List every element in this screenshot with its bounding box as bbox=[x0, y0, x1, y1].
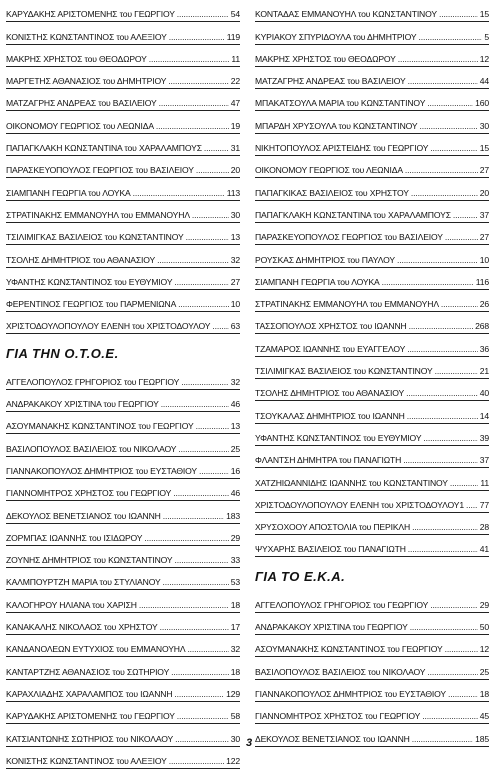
entry-count: 10 bbox=[479, 254, 489, 265]
entry-count: 13 bbox=[230, 232, 240, 243]
entry-name: ΚΑΡΑΧΛΙΑΔΗΣ ΧΑΡΑΛΑΜΠΟΣ του ΙΩΑΝΝΗ bbox=[6, 688, 173, 699]
dot-leader bbox=[408, 544, 478, 554]
entry-count: 27 bbox=[230, 276, 240, 287]
dot-leader bbox=[157, 255, 229, 265]
entry-name: ΟΙΚΟΝΟΜΟΥ ΓΕΩΡΓΙΟΣ του ΛΕΩΝΙΔΑ bbox=[255, 165, 403, 176]
entry-count: 44 bbox=[479, 76, 489, 87]
list-entry bbox=[6, 312, 240, 334]
dot-leader bbox=[169, 756, 224, 766]
entry-name: ΣΙΑΜΠΑΝΗ ΓΕΩΡΓΙΑ του ΛΟΥΚΑ bbox=[6, 187, 131, 198]
entry-count: 37 bbox=[479, 455, 489, 466]
dot-leader bbox=[430, 143, 477, 153]
dot-leader bbox=[445, 644, 478, 654]
entry-count: 25 bbox=[479, 666, 489, 677]
list-entry bbox=[255, 89, 489, 111]
entry-count: 47 bbox=[230, 98, 240, 109]
list-entry bbox=[255, 67, 489, 89]
entry-name: ΑΓΓΕΛΟΠΟΥΛΟΣ ΓΡΗΓΟΡΙΟΣ του ΓΕΩΡΓΙΟΥ bbox=[255, 599, 429, 610]
dot-leader bbox=[450, 478, 478, 488]
list-entry bbox=[6, 568, 240, 590]
list-entry bbox=[255, 201, 489, 223]
entry-name: ΚΟΝΙΣΤΗΣ ΚΩΝΣΤΑΝΤΙΝΟΣ του ΑΛΕΞΙΟΥ bbox=[6, 31, 167, 42]
entry-count: 27 bbox=[479, 165, 489, 176]
dot-leader bbox=[435, 366, 478, 376]
entry-name: ΧΡΙΣΤΟΔΟΥΛΟΠΟΥΛΟΥ ΕΛΕΝΗ του ΧΡΙΣΤΟΔΟΥΛΟΥ1 bbox=[255, 499, 465, 510]
entry-count: 28 bbox=[479, 522, 489, 533]
entry-name: ΜΠΑΚΑΤΣΟΥΛΑ ΜΑΡΙΑ του ΚΩΝΣΤΑΝΤΙΝΟΥ bbox=[255, 98, 426, 109]
list-entry bbox=[255, 590, 489, 612]
page-number: 3 bbox=[245, 737, 253, 749]
entry-count: 14 bbox=[479, 410, 489, 421]
dot-leader bbox=[212, 321, 228, 331]
entry-name: ΚΑΛΜΠΟΥΡΤΖΗ ΜΑΡΙΑ του ΣΤΥΛΙΑΝΟΥ bbox=[6, 577, 161, 588]
entry-name: ΣΤΡΑΤΙΝΑΚΗΣ ΕΜΜΑΝΟΥΗΛ του ΕΜΜΑΝΟΥΗΛ bbox=[6, 209, 190, 220]
list-entry bbox=[6, 590, 240, 612]
dot-leader bbox=[466, 500, 478, 510]
entry-count: 40 bbox=[479, 388, 489, 399]
dot-leader bbox=[149, 54, 230, 64]
entry-name: ΤΑΣΣΟΠΟΥΛΟΣ ΧΡΗΣΤΟΣ του ΙΩΑΝΝΗ bbox=[255, 321, 407, 332]
entry-name: ΤΣΙΛΙΜΙΓΚΑΣ ΒΑΣΙΛΕΙΟΣ του ΚΩΝΣΤΑΝΤΙΝΟΥ bbox=[6, 232, 184, 243]
entry-count: 46 bbox=[230, 399, 240, 410]
dot-leader bbox=[196, 421, 229, 431]
dot-leader bbox=[445, 232, 478, 242]
list-entry bbox=[6, 390, 240, 412]
entry-count: 77 bbox=[479, 499, 489, 510]
entry-count: 63 bbox=[230, 321, 240, 332]
entry-count: 31 bbox=[230, 143, 240, 154]
entry-count: 11 bbox=[231, 53, 240, 64]
entry-count: 30 bbox=[230, 209, 240, 220]
dot-leader bbox=[186, 232, 229, 242]
dot-leader bbox=[174, 277, 228, 287]
dot-leader bbox=[169, 32, 225, 42]
dot-leader bbox=[419, 32, 483, 42]
entry-name: ΟΙΚΟΝΟΜΟΥ ΓΕΩΡΓΙΟΣ του ΛΕΩΝΙΔΑ bbox=[6, 120, 154, 131]
dot-leader bbox=[398, 54, 478, 64]
entry-name: ΒΑΣΙΛΟΠΟΥΛΟΣ ΒΑΣΙΛΕΙΟΣ του ΝΙΚΟΛΑΟΥ bbox=[6, 443, 177, 454]
entry-count: 129 bbox=[226, 688, 240, 699]
list-entry bbox=[6, 457, 240, 479]
list-entry bbox=[255, 535, 489, 557]
entry-name: ΜΑΤΖΑΓΡΗΣ ΑΝΔΡΕΑΣ του ΒΑΣΙΛΕΙΟΥ bbox=[6, 98, 157, 109]
entry-count: 15 bbox=[479, 9, 489, 20]
entry-name: ΓΙΑΝΝΟΜΗΤΡΟΣ ΧΡΗΣΤΟΣ του ΓΕΩΡΓΙΟΥ bbox=[6, 488, 172, 499]
entry-name: ΑΓΓΕΛΟΠΟΥΛΟΣ ΓΡΗΓΟΡΙΟΣ του ΓΕΩΡΓΙΟΥ bbox=[6, 376, 180, 387]
section-heading-otoe: ΓΙΑ ΤΗΝ Ο.Τ.Ο.Ε. bbox=[6, 346, 119, 362]
dot-leader bbox=[159, 98, 229, 108]
dot-leader bbox=[139, 600, 229, 610]
entry-count: 18 bbox=[479, 688, 489, 699]
list-entry bbox=[255, 635, 489, 657]
dot-leader bbox=[163, 577, 229, 587]
dot-leader bbox=[397, 255, 478, 265]
list-entry bbox=[255, 22, 489, 44]
entry-count: 113 bbox=[226, 187, 240, 198]
list-entry bbox=[6, 290, 240, 312]
entry-name: ΚΟΝΤΑΔΑΣ ΕΜΜΑΝΟΥΗΛ του ΚΩΝΣΤΑΝΤΙΝΟΥ bbox=[255, 9, 437, 20]
list-entry bbox=[6, 178, 240, 200]
entry-count: 116 bbox=[475, 276, 489, 287]
entry-count: 39 bbox=[479, 432, 489, 443]
dot-leader bbox=[156, 121, 229, 131]
entry-count: 119 bbox=[226, 31, 240, 42]
entry-name: ΤΖΑΜΑΡΟΣ ΙΩΑΝΝΗΣ του ΕΥΑΓΓΕΛΟΥ bbox=[255, 343, 406, 354]
dot-leader bbox=[168, 76, 228, 86]
entry-count: 12 bbox=[479, 644, 489, 655]
entry-count: 41 bbox=[479, 544, 489, 555]
entry-count: 29 bbox=[479, 599, 489, 610]
list-entry bbox=[6, 479, 240, 501]
dot-leader bbox=[407, 344, 478, 354]
entry-count: 26 bbox=[479, 299, 489, 310]
list-entry bbox=[6, 45, 240, 67]
entry-count: 19 bbox=[230, 120, 240, 131]
entry-count: 21 bbox=[479, 366, 489, 377]
entry-name: ΠΑΡΑΣΚΕΥΟΠΟΥΛΟΣ ΓΕΩΡΓΙΟΣ του ΒΑΣΙΛΕΙΟΥ bbox=[6, 165, 194, 176]
entry-count: 53 bbox=[230, 577, 240, 588]
list-entry bbox=[255, 178, 489, 200]
dot-leader bbox=[403, 455, 478, 465]
entry-name: ΜΠΑΡΔΗ ΧΡΥΣΟΥΛΑ του ΚΩΝΣΤΑΝΤΙΝΟΥ bbox=[255, 120, 418, 131]
entry-name: ΥΦΑΝΤΗΣ ΚΩΝΣΤΑΝΤΙΝΟΣ του ΕΥΘΥΜΙΟΥ bbox=[6, 276, 173, 287]
list-entry bbox=[6, 434, 240, 456]
dot-leader bbox=[405, 165, 478, 175]
entry-name: ΑΝΔΡΑΚΑΚΟΥ ΧΡΙΣΤΙΝΑ του ΓΕΩΡΓΙΟΥ bbox=[255, 622, 408, 633]
dot-leader bbox=[163, 511, 224, 521]
entry-count: 11 bbox=[480, 477, 489, 488]
dot-leader bbox=[408, 76, 478, 86]
entry-name: ΜΑΤΖΑΓΡΗΣ ΑΝΔΡΕΑΣ του ΒΑΣΙΛΕΙΟΥ bbox=[255, 76, 406, 87]
entry-name: ΓΙΑΝΝΟΜΗΤΡΟΣ ΧΡΗΣΤΟΣ του ΓΕΩΡΓΙΟΥ bbox=[255, 711, 421, 722]
entry-name: ΡΟΥΣΚΑΣ ΔΗΜΗΤΡΙΟΣ του ΠΑΥΛΟΥ bbox=[255, 254, 395, 265]
list-entry bbox=[6, 635, 240, 657]
list-entry bbox=[255, 468, 489, 490]
dot-leader bbox=[187, 644, 228, 654]
list-entry bbox=[6, 367, 240, 389]
entry-count: 45 bbox=[479, 711, 489, 722]
dot-leader bbox=[175, 555, 229, 565]
entry-name: ΓΙΑΝΝΑΚΟΠΟΥΛΟΣ ΔΗΜΗΤΡΙΟΣ του ΕΥΣΤΑΘΙΟΥ bbox=[6, 465, 197, 476]
entry-name: ΔΕΚΟΥΛΟΣ ΒΕΝΕΤΣΙΑΝΟΣ του ΙΩΑΝΝΗ bbox=[255, 733, 410, 744]
list-entry bbox=[255, 156, 489, 178]
dot-leader bbox=[453, 210, 478, 220]
entry-name: ΝΙΚΗΤΟΠΟΥΛΟΣ ΑΡΙΣΤΕΙΔΗΣ του ΓΕΩΡΓΙΟΥ bbox=[255, 143, 429, 154]
list-entry bbox=[255, 0, 489, 22]
list-entry bbox=[255, 357, 489, 379]
list-entry bbox=[255, 702, 489, 724]
list-entry bbox=[255, 613, 489, 635]
entry-name: ΔΕΚΟΥΛΟΣ ΒΕΝΕΤΣΙΑΝΟΣ του ΙΩΑΝΝΗ bbox=[6, 510, 161, 521]
entry-name: ΠΑΠΑΓΚΙΚΑΣ ΒΑΣΙΛΕΙΟΣ του ΧΡΗΣΤΟΥ bbox=[255, 187, 409, 198]
list-entry bbox=[255, 245, 489, 267]
entry-name: ΤΣΟΥΚΑΛΑΣ ΔΗΜΗΤΡΙΟΣ του ΙΩΑΝΝΗ bbox=[255, 410, 405, 421]
entry-count: 18 bbox=[230, 666, 240, 677]
entry-name: ΤΣΙΛΙΜΙΓΚΑΣ ΒΑΣΙΛΕΙΟΣ του ΚΩΝΣΤΑΝΤΙΝΟΥ bbox=[255, 366, 433, 377]
entry-count: 58 bbox=[230, 711, 240, 722]
list-entry bbox=[255, 513, 489, 535]
dot-leader bbox=[171, 667, 229, 677]
dot-leader bbox=[411, 188, 478, 198]
entry-count: 27 bbox=[479, 232, 489, 243]
dot-leader bbox=[173, 488, 229, 498]
list-entry bbox=[255, 379, 489, 401]
entry-name: ΚΑΝΤΑΡΤΖΗΣ ΑΘΑΝΑΣΙΟΣ του ΣΩΤΗΡΙΟΥ bbox=[6, 666, 170, 677]
entry-count: 20 bbox=[479, 187, 489, 198]
entry-count: 50 bbox=[479, 622, 489, 633]
entry-count: 29 bbox=[230, 532, 240, 543]
entry-name: ΤΣΟΛΗΣ ΔΗΜΗΤΡΙΟΣ του ΑΘΑΝΑΣΙΟΥ bbox=[6, 254, 156, 265]
list-entry bbox=[6, 501, 240, 523]
dot-leader bbox=[422, 711, 478, 721]
entry-name: ΚΑΝΑΚΑΛΗΣ ΝΙΚΟΛΑΟΣ του ΧΡΗΣΤΟΥ bbox=[6, 622, 158, 633]
entry-count: 183 bbox=[226, 510, 240, 521]
entry-name: ΠΑΡΑΣΚΕΥΟΠΟΥΛΟΣ ΓΕΩΡΓΙΟΣ του ΒΑΣΙΛΕΙΟΥ bbox=[255, 232, 443, 243]
dot-leader bbox=[441, 299, 478, 309]
entry-name: ΑΣΟΥΜΑΝΑΚΗΣ ΚΩΝΣΤΑΝΤΙΝΟΣ του ΓΕΩΡΓΙΟΥ bbox=[255, 644, 443, 655]
entry-count: 15 bbox=[479, 143, 489, 154]
entry-count: 22 bbox=[230, 76, 240, 87]
list-entry bbox=[255, 424, 489, 446]
dot-leader bbox=[412, 522, 478, 532]
list-entry bbox=[255, 334, 489, 356]
list-entry bbox=[6, 412, 240, 434]
dot-leader bbox=[382, 277, 474, 287]
list-entry bbox=[255, 657, 489, 679]
entry-count: 160 bbox=[475, 98, 489, 109]
entry-count: 17 bbox=[230, 622, 240, 633]
entry-name: ΣΤΡΑΤΙΝΑΚΗΣ ΕΜΜΑΝΟΥΗΛ του ΕΜΜΑΝΟΥΗΛ bbox=[255, 299, 439, 310]
dot-leader bbox=[199, 466, 229, 476]
list-entry bbox=[255, 111, 489, 133]
dot-leader bbox=[204, 143, 229, 153]
entry-count: 185 bbox=[475, 733, 489, 744]
entry-name: ΑΝΔΡΑΚΑΚΟΥ ΧΡΙΣΤΙΝΑ του ΓΕΩΡΓΙΟΥ bbox=[6, 399, 159, 410]
entry-count: 20 bbox=[230, 165, 240, 176]
list-entry bbox=[6, 0, 240, 22]
entry-name: ΚΑΡΥΔΑΚΗΣ ΑΡΙΣΤΟΜΕΝΗΣ του ΓΕΩΡΓΙΟΥ bbox=[6, 9, 175, 20]
dot-leader bbox=[133, 188, 225, 198]
entry-name: ΤΣΟΛΗΣ ΔΗΜΗΤΡΙΟΣ του ΑΘΑΝΑΣΙΟΥ bbox=[255, 388, 405, 399]
entry-count: 13 bbox=[230, 421, 240, 432]
entry-name: ΚΑΛΟΓΗΡΟΥ ΗΛΙΑΝΑ του ΧΑΡΙΣΗ bbox=[6, 599, 137, 610]
left-column bbox=[6, 0, 240, 769]
entry-name: ΒΑΣΙΛΟΠΟΥΛΟΣ ΒΑΣΙΛΕΙΟΣ του ΝΙΚΟΛΑΟΥ bbox=[255, 666, 426, 677]
list-entry bbox=[6, 613, 240, 635]
entry-name: ΧΡΙΣΤΟΔΟΥΛΟΠΟΥΛΟΥ ΕΛΕΝΗ του ΧΡΙΣΤΟΔΟΥΛΟΥ bbox=[6, 321, 211, 332]
list-entry bbox=[255, 134, 489, 156]
dot-leader bbox=[181, 377, 229, 387]
entry-name: ΦΕΡΕΝΤΙΝΟΣ ΓΕΩΡΓΙΟΣ του ΠΑΡΜΕΝΙΩΝΑ bbox=[6, 299, 177, 310]
list-entry bbox=[6, 524, 240, 546]
entry-count: 37 bbox=[479, 209, 489, 220]
entry-count: 46 bbox=[230, 488, 240, 499]
entry-count: 25 bbox=[230, 443, 240, 454]
entry-name: ΥΦΑΝΤΗΣ ΚΩΝΣΤΑΝΤΙΝΟΣ του ΕΥΘΥΜΙΟΥ bbox=[255, 432, 422, 443]
list-entry bbox=[255, 223, 489, 245]
dot-leader bbox=[192, 210, 229, 220]
dot-leader bbox=[406, 388, 478, 398]
entry-name: ΨΥΧΑΡΗΣ ΒΑΣΙΛΕΙΟΣ του ΠΑΝΑΓΙΩΤΗ bbox=[255, 544, 406, 555]
dot-leader bbox=[174, 689, 224, 699]
dot-leader bbox=[144, 533, 228, 543]
list-entry bbox=[6, 111, 240, 133]
entry-name: ΣΙΑΜΠΑΝΗ ΓΕΩΡΓΙΑ του ΛΟΥΚΑ bbox=[255, 276, 380, 287]
list-entry bbox=[6, 546, 240, 568]
dot-leader bbox=[419, 121, 477, 131]
entry-count: 16 bbox=[230, 465, 240, 476]
list-entry bbox=[6, 201, 240, 223]
section-heading-eka: ΓΙΑ ΤΟ Ε.Κ.Α. bbox=[255, 569, 346, 585]
right-column bbox=[255, 0, 489, 747]
list-entry bbox=[6, 657, 240, 679]
entry-name: ΧΡΥΣΟΧΟΟΥ ΑΠΟΣΤΟΛΙΑ του ΠΕΡΙΚΛΗ bbox=[255, 522, 411, 533]
list-entry bbox=[6, 22, 240, 44]
list-entry bbox=[255, 268, 489, 290]
dot-leader bbox=[409, 321, 474, 331]
entry-name: ΖΟΡΜΠΑΣ ΙΩΑΝΝΗΣ του ΙΣΙΔΩΡΟΥ bbox=[6, 532, 143, 543]
dot-leader bbox=[427, 98, 473, 108]
entry-name: ΦΛΑΝΤΣΗ ΔΗΜΗΤΡΑ του ΠΑΝΑΓΙΩΤΗ bbox=[255, 455, 402, 466]
dot-leader bbox=[160, 622, 229, 632]
list-entry bbox=[6, 268, 240, 290]
entry-count: 268 bbox=[475, 321, 489, 332]
entry-count: 32 bbox=[230, 376, 240, 387]
entry-name: ΠΑΠΑΓΚΛΑΚΗ ΚΩΝΣΤΑΝΤΙΝΑ του ΧΑΡΑΛΑΜΠΟΥΣ bbox=[6, 143, 202, 154]
list-entry bbox=[6, 702, 240, 724]
entry-name: ΖΟΥΝΗΣ ΔΗΜΗΤΡΙΟΣ του ΚΩΝΣΤΑΝΤΙΝΟΥ bbox=[6, 555, 173, 566]
entry-count: 30 bbox=[479, 120, 489, 131]
entry-count: 36 bbox=[479, 343, 489, 354]
list-entry bbox=[255, 401, 489, 423]
entry-count: 18 bbox=[230, 599, 240, 610]
entry-name: ΑΣΟΥΜΑΝΑΚΗΣ ΚΩΝΣΤΑΝΤΙΝΟΣ του ΓΕΩΡΓΙΟΥ bbox=[6, 421, 194, 432]
list-entry bbox=[6, 223, 240, 245]
dot-leader bbox=[177, 711, 229, 721]
entry-name: ΠΑΠΑΓΚΛΑΚΗ ΚΩΝΣΤΑΝΤΙΝΑ του ΧΑΡΑΛΑΜΠΟΥΣ bbox=[255, 209, 451, 220]
list-entry bbox=[255, 446, 489, 468]
entry-count: 54 bbox=[230, 9, 240, 20]
list-entry bbox=[255, 45, 489, 67]
entry-name: ΚΑΝΔΑΝΟΛΕΩΝ ΕΥΤΥΧΙΟΣ του ΕΜΜΑΝΟΥΗΛ bbox=[6, 644, 186, 655]
entry-name: ΓΙΑΝΝΑΚΟΠΟΥΛΟΣ ΔΗΜΗΤΡΙΟΣ του ΕΥΣΤΑΘΙΟΥ bbox=[255, 688, 446, 699]
dot-leader bbox=[410, 622, 478, 632]
list-entry bbox=[6, 89, 240, 111]
entry-name: ΜΑΚΡΗΣ ΧΡΗΣΤΟΣ του ΘΕΟΔΩΡΟΥ bbox=[6, 53, 147, 64]
list-entry bbox=[255, 290, 489, 312]
list-entry bbox=[6, 680, 240, 702]
entry-count: 12 bbox=[479, 53, 489, 64]
entry-count: 30 bbox=[230, 733, 240, 744]
list-entry bbox=[6, 134, 240, 156]
dot-leader bbox=[177, 9, 229, 19]
dot-leader bbox=[427, 667, 477, 677]
entry-count: 33 bbox=[230, 555, 240, 566]
dot-leader bbox=[196, 165, 229, 175]
entry-count: 122 bbox=[226, 755, 240, 766]
entry-name: ΧΑΤΖΗΙΩΑΝΝΙΔΗΣ ΙΩΑΝΝΗΣ του ΚΩΝΣΤΑΝΤΙΝΟΥ bbox=[255, 477, 448, 488]
entry-name: ΜΑΡΓΕΤΗΣ ΑΘΑΝΑΣΙΟΣ του ΔΗΜΗΤΡΙΟΥ bbox=[6, 76, 167, 87]
dot-leader bbox=[407, 411, 478, 421]
entry-name: ΚΟΝΙΣΤΗΣ ΚΩΝΣΤΑΝΤΙΝΟΣ του ΑΛΕΞΙΟΥ bbox=[6, 755, 167, 766]
entry-name: ΜΑΚΡΗΣ ΧΡΗΣΤΟΣ του ΘΕΟΔΩΡΟΥ bbox=[255, 53, 396, 64]
list-entry bbox=[255, 491, 489, 513]
list-entry bbox=[6, 67, 240, 89]
entry-count: 32 bbox=[230, 254, 240, 265]
entry-count: 5 bbox=[484, 31, 489, 42]
list-entry bbox=[6, 156, 240, 178]
dot-leader bbox=[161, 399, 229, 409]
entry-name: ΚΥΡΙΑΚΟΥ ΣΠΥΡΙΔΟΥΛΑ του ΔΗΜΗΤΡΙΟΥ bbox=[255, 31, 417, 42]
dot-leader bbox=[178, 444, 228, 454]
dot-leader bbox=[423, 433, 477, 443]
entry-name: ΚΑΤΣΙΑΝΤΩΝΗΣ ΣΩΤΗΡΙΟΣ του ΝΙΚΟΛΑΟΥ bbox=[6, 733, 174, 744]
dot-leader bbox=[178, 299, 229, 309]
list-entry bbox=[255, 680, 489, 702]
list-entry bbox=[255, 312, 489, 334]
list-entry bbox=[6, 747, 240, 769]
dot-leader bbox=[448, 689, 478, 699]
entry-count: 32 bbox=[230, 644, 240, 655]
dot-leader bbox=[439, 9, 478, 19]
dot-leader bbox=[430, 600, 478, 610]
entry-count: 10 bbox=[230, 299, 240, 310]
entry-name: ΚΑΡΥΔΑΚΗΣ ΑΡΙΣΤΟΜΕΝΗΣ του ΓΕΩΡΓΙΟΥ bbox=[6, 711, 175, 722]
list-entry bbox=[6, 245, 240, 267]
